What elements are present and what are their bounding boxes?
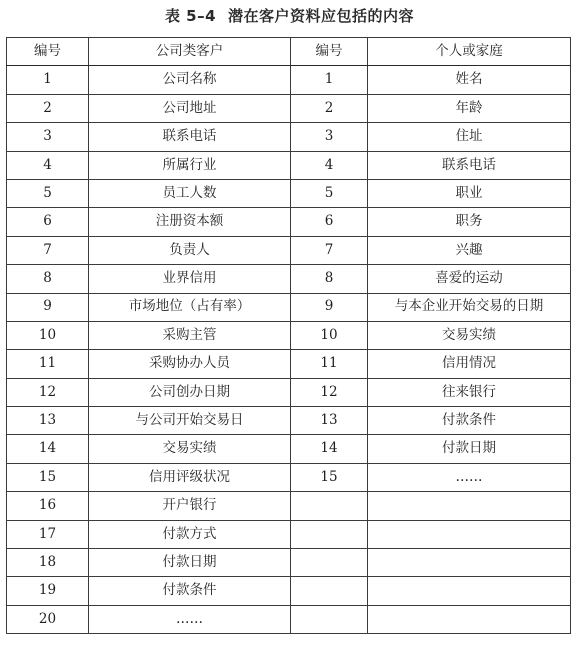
company-item-cell: 交易实绩 [89, 435, 291, 463]
table-row [7, 435, 571, 463]
personal-item-cell [368, 605, 571, 633]
company-item-cell: 开户银行 [89, 492, 291, 520]
personal-item-cell: 兴趣 [368, 236, 571, 264]
personal-number-cell: 13 [291, 407, 368, 435]
table-row [7, 123, 571, 151]
personal-number-cell: 1 [291, 66, 368, 94]
table-row [7, 407, 571, 435]
personal-item-cell: 付款条件 [368, 407, 571, 435]
personal-number-cell: 15 [291, 463, 368, 491]
customer-info-table [6, 37, 571, 634]
company-item-cell: …… [89, 605, 291, 633]
company-item-cell: 付款日期 [89, 549, 291, 577]
personal-number-cell: 8 [291, 265, 368, 293]
personal-number-cell: 5 [291, 179, 368, 207]
personal-item-cell: 职务 [368, 208, 571, 236]
company-item-cell: 所属行业 [89, 151, 291, 179]
table-number: 表 5–4 [164, 7, 217, 25]
company-item-cell: 员工人数 [89, 179, 291, 207]
personal-number-cell [291, 549, 368, 577]
company-item-cell: 付款条件 [89, 577, 291, 605]
personal-number-cell: 9 [291, 293, 368, 321]
personal-item-cell: 联系电话 [368, 151, 571, 179]
personal-number-cell: 12 [291, 378, 368, 406]
table-row [7, 66, 571, 94]
company-item-cell: 采购主管 [89, 321, 291, 349]
header-row [7, 38, 571, 66]
company-number-cell: 19 [7, 577, 89, 605]
personal-item-cell [368, 492, 571, 520]
personal-item-cell: 交易实绩 [368, 321, 571, 349]
table-row [7, 321, 571, 349]
table-caption [0, 5, 579, 26]
personal-item-cell: 信用情况 [368, 350, 571, 378]
company-item-cell: 业界信用 [89, 265, 291, 293]
table-row [7, 520, 571, 548]
table-row [7, 549, 571, 577]
header-cell-personal-number: 编号 [291, 38, 368, 66]
table-body [7, 66, 571, 634]
personal-item-cell: …… [368, 463, 571, 491]
table-row [7, 605, 571, 633]
company-number-cell: 12 [7, 378, 89, 406]
personal-item-cell: 职业 [368, 179, 571, 207]
personal-number-cell: 7 [291, 236, 368, 264]
company-number-cell: 14 [7, 435, 89, 463]
company-number-cell: 16 [7, 492, 89, 520]
company-number-cell: 13 [7, 407, 89, 435]
personal-item-cell: 付款日期 [368, 435, 571, 463]
company-item-cell: 负责人 [89, 236, 291, 264]
table-row [7, 94, 571, 122]
personal-number-cell: 6 [291, 208, 368, 236]
company-number-cell: 10 [7, 321, 89, 349]
company-item-cell: 市场地位（占有率） [89, 293, 291, 321]
company-item-cell: 公司创办日期 [89, 378, 291, 406]
table-row [7, 293, 571, 321]
personal-number-cell [291, 520, 368, 548]
table-row [7, 350, 571, 378]
personal-item-cell: 往来银行 [368, 378, 571, 406]
personal-item-cell [368, 549, 571, 577]
company-number-cell: 9 [7, 293, 89, 321]
company-item-cell: 联系电话 [89, 123, 291, 151]
company-number-cell: 2 [7, 94, 89, 122]
company-item-cell: 付款方式 [89, 520, 291, 548]
table-row [7, 208, 571, 236]
header-cell-personal-client: 个人或家庭 [368, 38, 571, 66]
personal-number-cell: 10 [291, 321, 368, 349]
company-number-cell: 3 [7, 123, 89, 151]
company-item-cell: 信用评级状况 [89, 463, 291, 491]
personal-item-cell: 与本企业开始交易的日期 [368, 293, 571, 321]
personal-number-cell: 14 [291, 435, 368, 463]
company-number-cell: 15 [7, 463, 89, 491]
personal-item-cell: 年龄 [368, 94, 571, 122]
personal-number-cell: 4 [291, 151, 368, 179]
table-row [7, 492, 571, 520]
personal-number-cell: 11 [291, 350, 368, 378]
company-number-cell: 7 [7, 236, 89, 264]
company-number-cell: 11 [7, 350, 89, 378]
personal-item-cell [368, 577, 571, 605]
company-number-cell: 18 [7, 549, 89, 577]
personal-number-cell [291, 577, 368, 605]
table-row [7, 151, 571, 179]
company-item-cell: 公司名称 [89, 66, 291, 94]
table-row [7, 236, 571, 264]
personal-number-cell: 3 [291, 123, 368, 151]
personal-item-cell: 姓名 [368, 66, 571, 94]
company-number-cell: 6 [7, 208, 89, 236]
company-number-cell: 5 [7, 179, 89, 207]
table-row [7, 577, 571, 605]
company-number-cell: 4 [7, 151, 89, 179]
header-cell-company-client: 公司类客户 [89, 38, 291, 66]
company-number-cell: 20 [7, 605, 89, 633]
company-item-cell: 采购协办人员 [89, 350, 291, 378]
company-number-cell: 8 [7, 265, 89, 293]
personal-item-cell [368, 520, 571, 548]
personal-number-cell [291, 492, 368, 520]
table-row [7, 179, 571, 207]
table-row [7, 378, 571, 406]
company-number-cell: 1 [7, 66, 89, 94]
personal-item-cell: 住址 [368, 123, 571, 151]
table-title: 潜在客户资料应包括的内容 [228, 7, 415, 25]
table-row [7, 265, 571, 293]
personal-number-cell [291, 605, 368, 633]
header-cell-company-number: 编号 [7, 38, 89, 66]
company-item-cell: 与公司开始交易日 [89, 407, 291, 435]
company-number-cell: 17 [7, 520, 89, 548]
table-row [7, 463, 571, 491]
personal-number-cell: 2 [291, 94, 368, 122]
personal-item-cell: 喜爱的运动 [368, 265, 571, 293]
company-item-cell: 注册资本额 [89, 208, 291, 236]
company-item-cell: 公司地址 [89, 94, 291, 122]
